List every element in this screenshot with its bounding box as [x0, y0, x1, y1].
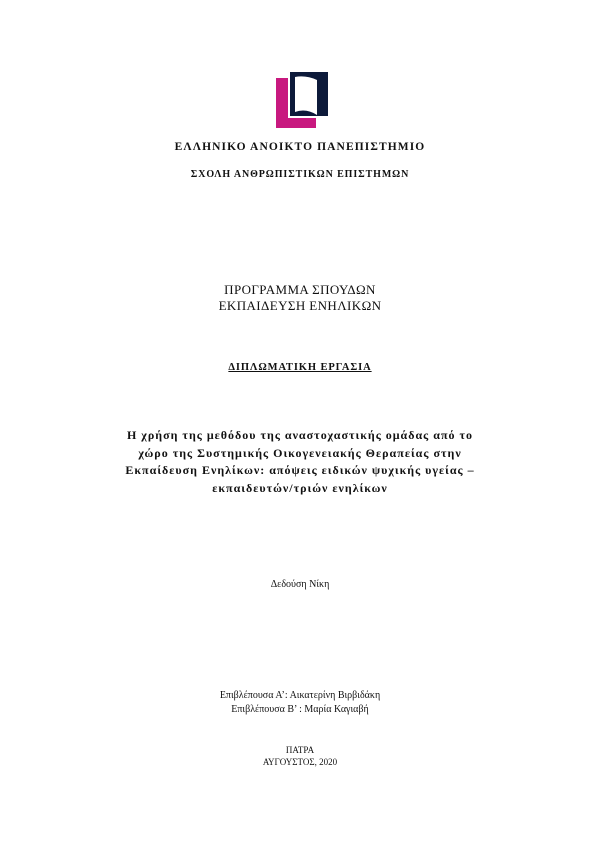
title-line-1: Η χρήση της μεθόδου της αναστοχαστικής ομάδας από το: [126, 428, 474, 442]
title-line-4: εκπαιδευτών/τριών ενηλίκων: [212, 480, 388, 495]
university-name: ΕΛΛΗΝΙΚΟ ΑΝΟΙΚΤΟ ΠΑΝΕΠΙΣΤΗΜΙΟ: [174, 141, 426, 153]
place-date: [0, 744, 600, 768]
logo-page-curve: [295, 76, 317, 115]
supervisors: [0, 689, 600, 717]
study-program: [0, 282, 600, 314]
date: ΑΥΓΟΥΣΤΟΣ, 2020: [262, 757, 338, 767]
program-line-1: ΠΡΟΓΡΑΜΜΑ ΣΠΟΥΔΩΝ: [224, 282, 376, 297]
author-name: Δεδούση Νίκη: [270, 579, 330, 590]
title-line-2: χώρο της Συστημικής Οικογενειακής Θεραπείας στην: [138, 445, 462, 460]
thesis-type: ΔΙΠΛΩΜΑΤΙΚΗ ΕΡΓΑΣΙΑ: [228, 362, 372, 373]
university-logo: [276, 72, 328, 128]
program-line-2: ΕΚΠΑΙΔΕΥΣΗ ΕΝΗΛΙΚΩΝ: [218, 298, 382, 313]
school-name: ΣΧΟΛΗ ΑΝΘΡΩΠΙΣΤΙΚΩΝ ΕΠΙΣΤΗΜΩΝ: [190, 169, 410, 180]
place: ΠΑΤΡΑ: [285, 745, 315, 755]
supervisor-a: Επιβλέπουσα Α’: Αικατερίνη Βιρβιδάκη: [219, 690, 381, 701]
title-line-3: Εκπαίδευση Ενηλίκων: απόψεις ειδικών ψυχικής υγείας –: [125, 463, 475, 477]
thesis-title: [0, 427, 600, 497]
supervisor-b: Επιβλέπουσα Β’ : Μαρία Καγιαβή: [231, 704, 369, 715]
